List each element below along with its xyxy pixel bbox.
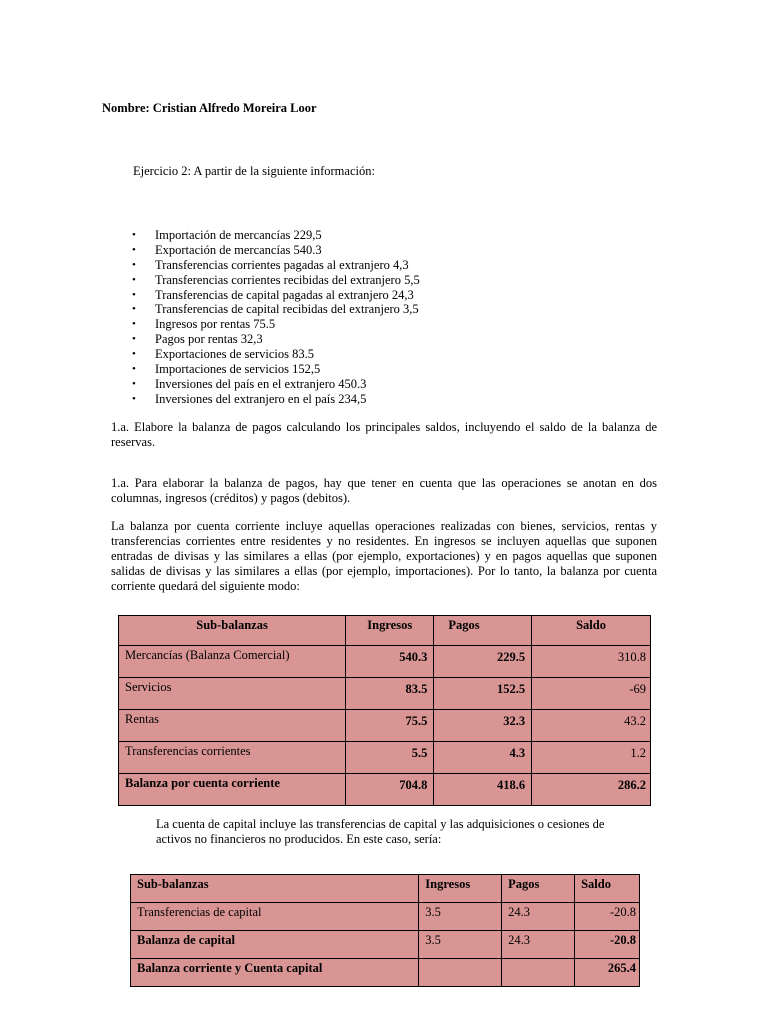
header-cell: Ingresos	[419, 875, 502, 903]
row-label: Servicios	[119, 678, 346, 710]
list-item: • Importación de mercancías 229,5	[132, 228, 322, 242]
pagos-cell: 418.6	[434, 774, 532, 806]
pagos-cell: 32.3	[434, 710, 532, 742]
capital-account-table	[130, 874, 640, 987]
list-item: • Importaciones de servicios 152,5	[132, 362, 321, 377]
list-item: • Inversiones del país en el extranjero 450.3	[132, 376, 367, 391]
bullet-icon: •	[132, 377, 136, 390]
row-label: Transferencias corrientes	[119, 742, 346, 774]
row-label: Balanza de capital	[131, 931, 419, 959]
bullet-icon: •	[132, 333, 136, 346]
table-row	[131, 903, 640, 931]
pagos-cell: 24.3	[502, 931, 575, 959]
header-cell: Sub-balanzas	[131, 875, 419, 903]
bullet-icon: •	[132, 318, 136, 331]
table-row	[131, 931, 640, 959]
bullet-icon: •	[132, 348, 136, 361]
exercise-intro: Ejercicio 2: A partir de la siguiente información:	[133, 164, 375, 178]
header-cell: Ingresos	[346, 616, 434, 646]
saldo-cell: -69	[532, 678, 651, 710]
bullet-icon: •	[132, 273, 136, 286]
row-label: Mercancías (Balanza Comercial)	[119, 646, 346, 678]
header-cell: Sub-balanzas	[119, 616, 346, 646]
list-item: • Pagos por rentas 32,3	[132, 332, 263, 347]
list-item: • Exportación de mercancías 540.3	[132, 242, 322, 257]
list-item: • Ingresos por rentas 75.5	[132, 317, 276, 332]
bullet-icon: •	[132, 303, 136, 316]
ingresos-cell: 75.5	[346, 710, 434, 742]
saldo-cell: 43.2	[532, 710, 651, 742]
row-label: Balanza por cuenta corriente	[119, 774, 346, 806]
question-text: 1.a. Elabore la balanza de pagos calculando los principales saldos, incluyendo el saldo de la balanza de reservas.	[111, 420, 657, 449]
header-cell: Pagos	[434, 616, 532, 646]
list-item: • Inversiones del extranjero en el país 234,5	[132, 391, 367, 406]
ingresos-cell: 3.5	[419, 931, 502, 959]
bullet-icon: •	[132, 363, 136, 376]
ingresos-cell: 5.5	[346, 742, 434, 774]
ingresos-cell: 3.5	[419, 903, 502, 931]
table-header-row	[119, 616, 651, 646]
pagos-cell: 152.5	[434, 678, 532, 710]
list-item: • Transferencias de capital recibidas del extranjero 3,5	[132, 302, 419, 317]
table-total-row	[119, 774, 651, 806]
capital-account-paragraph: La cuenta de capital incluye las transferencias de capital y las adquisiciones o cesiones de activos no financieros no producidos. En este caso, sería:	[156, 817, 605, 846]
table-total-row	[131, 959, 640, 987]
table-header-row	[131, 875, 640, 903]
bullet-icon: •	[132, 229, 136, 241]
row-label: Balanza corriente y Cuenta capital	[131, 959, 419, 987]
list-item: • Transferencias corrientes recibidas del extranjero 5,5	[132, 272, 420, 287]
list-item: • Exportaciones de servicios 83.5	[132, 347, 314, 362]
saldo-cell: 310.8	[532, 646, 651, 678]
ingresos-cell: 83.5	[346, 678, 434, 710]
ingresos-cell: 704.8	[346, 774, 434, 806]
saldo-cell: 286.2	[532, 774, 651, 806]
ingresos-cell: 540.3	[346, 646, 434, 678]
saldo-cell: 265.4	[575, 959, 640, 987]
author-name: Nombre: Cristian Alfredo Moreira Loor	[102, 101, 317, 115]
current-account-table	[118, 615, 651, 806]
table-row	[119, 646, 651, 678]
bullet-icon: •	[132, 392, 136, 405]
bullet-icon: •	[132, 258, 136, 271]
current-account-paragraph: La balanza por cuenta corriente incluye aquellas operaciones realizadas con bienes, servicios, rentas y transferencias corrientes entre residentes y no residentes. En ingresos se incluyen aquellas que suponen entradas de divisas y las similares a ellas (por ejemplo, exportaciones) y en pagos aquellas que suponen salidas de divisas y las similares a ellas (por ejemplo, importaciones). Por lo tanto, la balanza por cuenta corriente quedará del siguiente modo:	[111, 519, 657, 593]
header-cell: Pagos	[502, 875, 575, 903]
answer-intro: 1.a. Para elaborar la balanza de pagos, hay que tener en cuenta que las operaciones se anotan en dos columnas, ingresos (créditos) y pagos (debitos).	[111, 476, 657, 505]
pagos-cell: 229.5	[434, 646, 532, 678]
saldo-cell: -20.8	[575, 931, 640, 959]
table-row	[119, 710, 651, 742]
ingresos-cell	[419, 959, 502, 987]
row-label: Rentas	[119, 710, 346, 742]
saldo-cell: 1.2	[532, 742, 651, 774]
header-cell: Saldo	[532, 616, 651, 646]
bullet-icon: •	[132, 288, 136, 301]
saldo-cell: -20.8	[575, 903, 640, 931]
table-row	[119, 678, 651, 710]
list-item: • Transferencias corrientes pagadas al extranjero 4,3	[132, 257, 409, 272]
data-list	[110, 228, 420, 407]
list-item: • Transferencias de capital pagadas al extranjero 24,3	[132, 287, 414, 302]
pagos-cell	[502, 959, 575, 987]
header-cell: Saldo	[575, 875, 640, 903]
bullet-icon: •	[132, 243, 136, 256]
pagos-cell: 24.3	[502, 903, 575, 931]
table-row	[119, 742, 651, 774]
pagos-cell: 4.3	[434, 742, 532, 774]
row-label: Transferencias de capital	[131, 903, 419, 931]
